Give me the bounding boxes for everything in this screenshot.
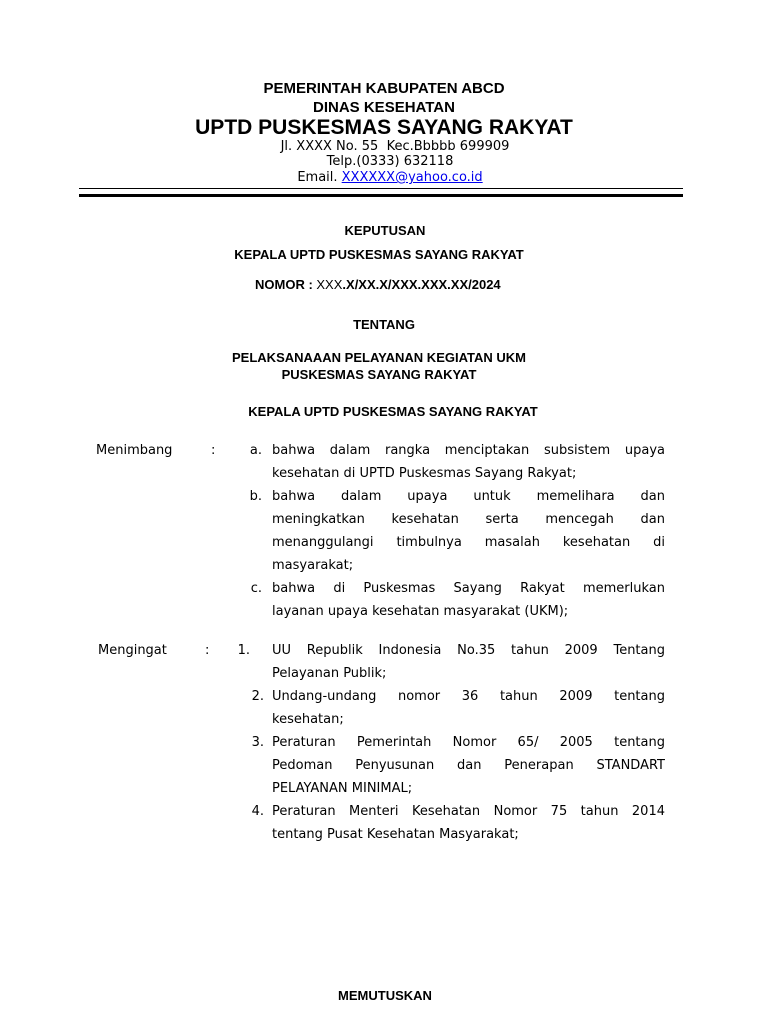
menimbang-colon: : <box>211 443 216 458</box>
menimbang-item-b-rest: meningkatkan kesehatan serta mencegah dan menanggulangi timbulnya masalah kesehatan di masyarakat; <box>272 512 665 573</box>
email-link[interactable]: XXXXXX@yahoo.co.id <box>341 170 483 185</box>
decree-number-value: .X/XX.X/XXX.XXX.XX/2024 <box>342 277 501 292</box>
letterhead-email <box>0 170 768 185</box>
header-divider-thin <box>79 188 683 189</box>
mengingat-label: Mengingat <box>98 643 167 658</box>
menimbang-item-c-rest: layanan upaya kesehatan masyarakat (UKM); <box>272 604 569 619</box>
mengingat-item-4-rest: tentang Pusat Kesehatan Masyarakat; <box>272 827 519 842</box>
mengingat-item-3-rest: Pedoman Penyusunan dan Penerapan STANDART PELAYANAN MINIMAL; <box>272 758 665 796</box>
letterhead-agency: DINAS KESEHATAN <box>313 99 455 116</box>
mengingat-mark-1: 1. <box>237 643 250 658</box>
decree-signatory-title: KEPALA UPTD PUSKESMAS SAYANG RAKYAT <box>248 404 538 419</box>
email-label: Email. <box>297 170 342 185</box>
menimbang-mark-c: c. <box>250 581 262 596</box>
decree-about-label: TENTANG <box>353 317 415 332</box>
menimbang-item-c-line1: bahwa di Puskesmas Sayang Rakyat memerlukan <box>272 581 665 596</box>
decree-title: KEPUTUSAN <box>344 223 426 238</box>
mengingat-item-3-line1: Peraturan Pemerintah Nomor 65/ 2005 tentang <box>272 735 665 750</box>
menimbang-item-a-line1: bahwa dalam rangka menciptakan subsistem upaya <box>272 443 665 458</box>
menimbang-mark-a: a. <box>249 443 262 458</box>
menimbang-item-b-line1: bahwa dalam upaya untuk memelihara dan <box>272 489 665 504</box>
mengingat-item-2-line1: Undang-undang nomor 36 tahun 2009 tentang <box>272 689 665 704</box>
decree-issuer: KEPALA UPTD PUSKESMAS SAYANG RAKYAT <box>234 247 524 262</box>
letterhead-address: Jl. XXXX No. 55 Kec.Bbbbb 699909 <box>280 139 510 154</box>
mengingat-mark-4: 4. <box>251 804 264 819</box>
menimbang-mark-b: b. <box>249 489 262 504</box>
letterhead-institution: UPTD PUSKESMAS SAYANG RAKYAT <box>195 116 573 139</box>
menimbang-item-a-rest: kesehatan di UPTD Puskesmas Sayang Rakyat; <box>272 466 577 481</box>
header-divider-thick <box>79 194 683 197</box>
decree-subject-line1: PELAKSANAAAN PELAYANAN KEGIATAN UKM <box>232 350 526 365</box>
mengingat-colon: : <box>205 643 210 658</box>
decree-subject-line2: PUSKESMAS SAYANG RAKYAT <box>281 367 477 382</box>
decree-number-label: NOMOR : <box>255 277 317 292</box>
mengingat-item-1-line1: UU Republik Indonesia No.35 tahun 2009 Tentang <box>272 643 665 658</box>
menimbang-label: Menimbang <box>96 443 173 458</box>
mengingat-item-2-rest: kesehatan; <box>272 712 344 727</box>
decree-number <box>255 277 501 292</box>
letterhead-government: PEMERINTAH KABUPATEN ABCD <box>263 80 505 97</box>
mengingat-item-4-line1: Peraturan Menteri Kesehatan Nomor 75 tahun 2014 <box>272 804 665 819</box>
mengingat-item-1-rest: Pelayanan Publik; <box>272 666 387 681</box>
decision-heading: MEMUTUSKAN <box>338 988 432 1003</box>
mengingat-mark-2: 2. <box>251 689 264 704</box>
letterhead-phone: Telp.(0333) 632118 <box>326 154 454 169</box>
mengingat-mark-3: 3. <box>251 735 264 750</box>
decree-number-prefix: XXX <box>316 277 343 292</box>
